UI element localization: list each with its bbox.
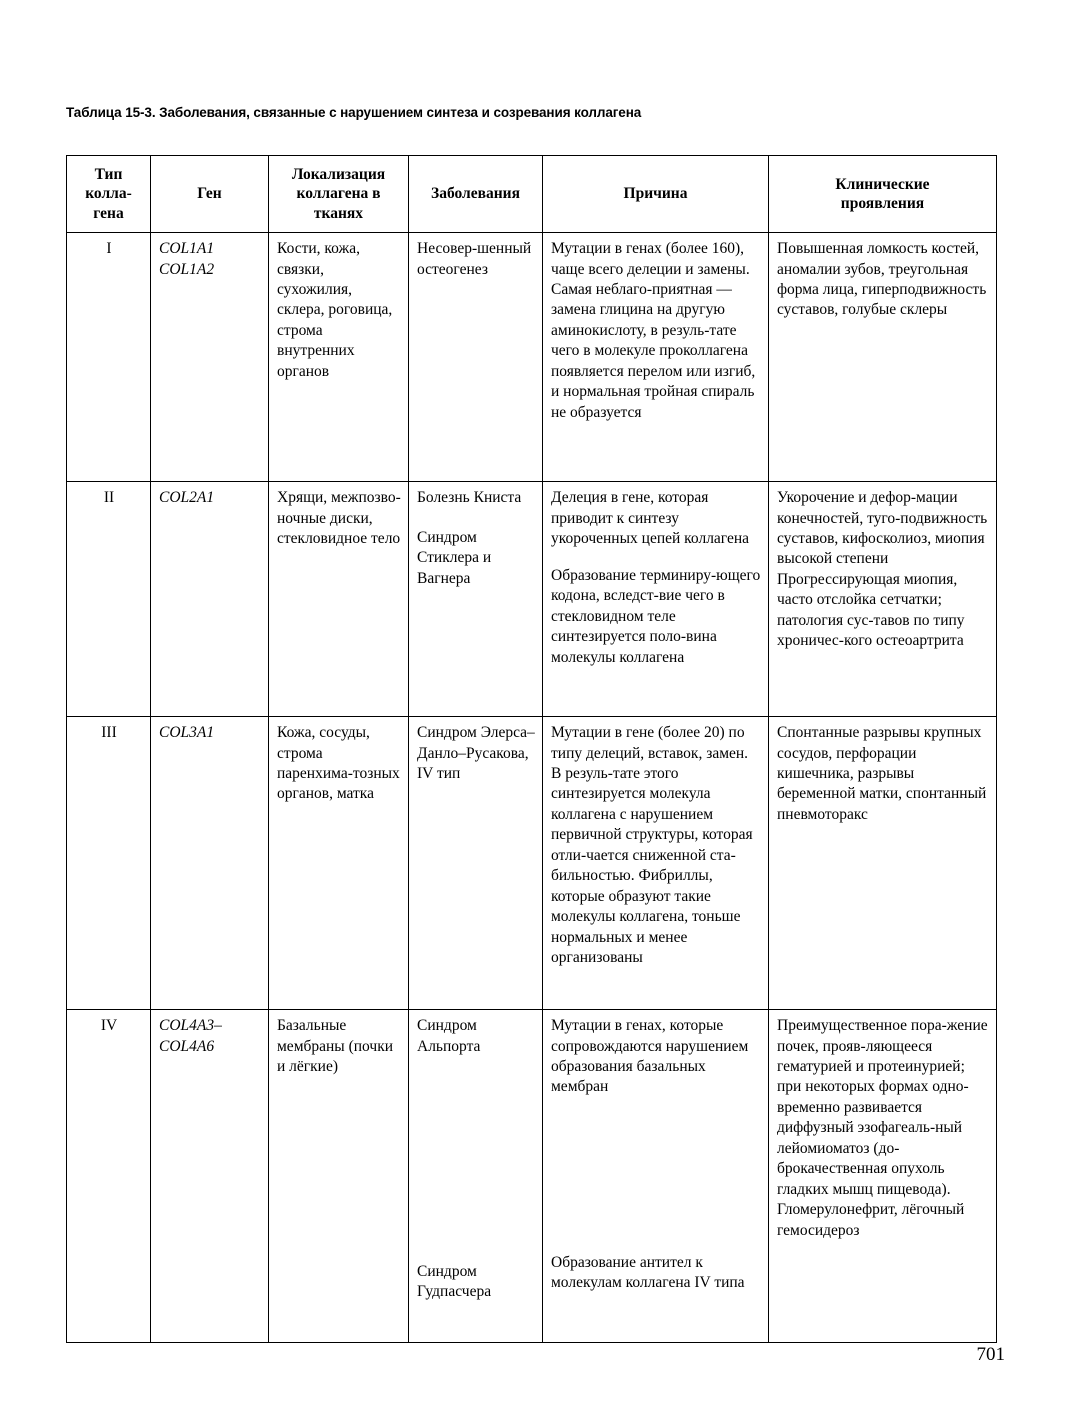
header-line: Причина — [623, 185, 688, 203]
gene-name: COL4A3– — [159, 1017, 222, 1035]
header-line: тканях — [313, 204, 364, 222]
table-caption: Таблица 15-3. Заболевания, связанные с нарушением синтеза и созревания коллагена — [66, 105, 642, 120]
page-number: 701 — [976, 1344, 1005, 1365]
cell-collagen-type: IV — [67, 1010, 151, 1343]
table-row — [67, 482, 997, 717]
header-line: коллагена в — [296, 185, 381, 203]
cell-gene — [151, 482, 269, 717]
column-header-diseases — [409, 156, 543, 233]
cause-entry: Мутации в гене (более 20) по типу делеций, вставок, замен. В резуль-тате этого синтезируется молекула коллагена с нарушением первичной структуры, которая отли-чается сниженной ста-бильностью. Фибриллы, которые образуют такие молекулы коллагена, тоньше нормальных и менее организованы — [551, 724, 753, 967]
cell-diseases — [409, 233, 543, 482]
table-row — [67, 1010, 997, 1343]
disease-entry: Болезнь Книста — [417, 489, 522, 507]
clinical-entry: Повышенная ломкость костей, аномалии зубов, треугольная форма лица, гиперподвижность суставов, голубые склеры — [777, 240, 987, 319]
cell-clinical — [769, 1010, 997, 1343]
clinical-entry: Укорочение и дефор-мации конечностей, туго-подвижность суставов, кифосколиоз, миопия высокой степени — [777, 489, 988, 568]
cell-localization: Кожа, сосуды, строма паренхима-тозных органов, матка — [269, 717, 409, 1010]
table-row — [67, 233, 997, 482]
table-header-row — [67, 156, 997, 233]
column-header-clinical — [769, 156, 997, 233]
cause-entry: Мутации в генах (более 160), чаще всего делеции и замены. Самая неблаго-приятная — замена глицина на другую аминокислоту, в резуль-тате чего в молекуле проколлагена появляется перелом или изгиб, и нормальная тройная спираль не образуется — [551, 240, 756, 421]
clinical-entry: Гломерулонефрит, лёгочный гемосидероз — [777, 1201, 965, 1239]
column-header-localization — [269, 156, 409, 233]
clinical-entry: Спонтанные разрывы крупных сосудов, перфорации кишечника, разрывы беременной матки, спонтанный пневмоторакс — [777, 724, 987, 823]
collagen-diseases-table — [66, 155, 997, 1343]
cell-cause — [543, 233, 769, 482]
header-line: Заболевания — [431, 185, 520, 203]
cell-localization: Кости, кожа, связки, сухожилия, склера, роговица, строма внутренних органов — [269, 233, 409, 482]
disease-entry: Синдром Альпорта — [417, 1017, 481, 1055]
cell-diseases — [409, 1010, 543, 1343]
clinical-entry: Преимущественное пора-жение почек, прояв-ляющееся гематурией и протеинурией; при некоторых формах одно-временно развивается диффузный эзофагеаль-ный лейомиоматоз (до-брокачественная опухоль гладких мышц пищевода). — [777, 1017, 988, 1198]
gene-name: COL1A1 — [159, 240, 215, 258]
header-line: Тип — [94, 166, 123, 183]
cell-gene — [151, 1010, 269, 1343]
cell-collagen-type: III — [67, 717, 151, 1010]
gene-name: COL2A1 — [159, 489, 215, 507]
column-header-gene — [151, 156, 269, 233]
header-line: Локализация — [291, 166, 386, 183]
cell-diseases — [409, 717, 543, 1010]
cell-clinical — [769, 233, 997, 482]
cell-diseases — [409, 482, 543, 717]
cell-cause — [543, 717, 769, 1010]
column-header-type — [67, 156, 151, 233]
cause-entry: Образование антител к молекулам коллагена IV типа — [551, 1253, 745, 1292]
clinical-entry: Прогрессирующая миопия, часто отслойка сетчатки; патология сус-тавов по типу хроничес-кого остеоартрита — [777, 570, 965, 650]
cell-clinical — [769, 482, 997, 717]
header-line: Клинические — [835, 175, 930, 193]
gene-name: COL4A6 — [159, 1037, 215, 1055]
gene-name: COL3A1 — [159, 724, 215, 742]
header-line: гена — [93, 204, 124, 222]
disease-entry: Синдром Элерса–Данло–Русакова, IV тип — [417, 724, 535, 783]
header-line: Ген — [197, 185, 222, 203]
cause-entry: Делеция в гене, которая приводит к синтезу укороченных цепей коллагена — [551, 489, 750, 548]
cell-cause — [543, 482, 769, 717]
cell-cause — [543, 1010, 769, 1343]
cell-gene — [151, 717, 269, 1010]
cause-entry: Образование терминиру-ющего кодона, вследст-вие чего в стекловидном теле синтезируется поло-вина молекулы коллагена — [551, 566, 761, 666]
gene-name: COL1A2 — [159, 260, 215, 278]
header-line: колла- — [85, 185, 132, 203]
cell-localization: Базальные мембраны (почки и лёгкие) — [269, 1010, 409, 1343]
header-line: проявления — [840, 195, 925, 213]
disease-entry: Несовер-шенный остеогенез — [417, 240, 532, 278]
cell-localization: Хрящи, межпозво-ночные диски, стекловидное тело — [269, 482, 409, 717]
cell-collagen-type: I — [67, 233, 151, 482]
cell-collagen-type: II — [67, 482, 151, 717]
cause-entry: Мутации в генах, которые сопровождаются нарушением образования базальных мембран — [551, 1017, 749, 1096]
column-header-cause — [543, 156, 769, 233]
cell-clinical — [769, 717, 997, 1010]
cell-gene — [151, 233, 269, 482]
disease-entry: Синдром Стиклера и Вагнера — [417, 528, 492, 587]
disease-entry: Синдром Гудпасчера — [417, 1262, 492, 1301]
table-row — [67, 717, 997, 1010]
